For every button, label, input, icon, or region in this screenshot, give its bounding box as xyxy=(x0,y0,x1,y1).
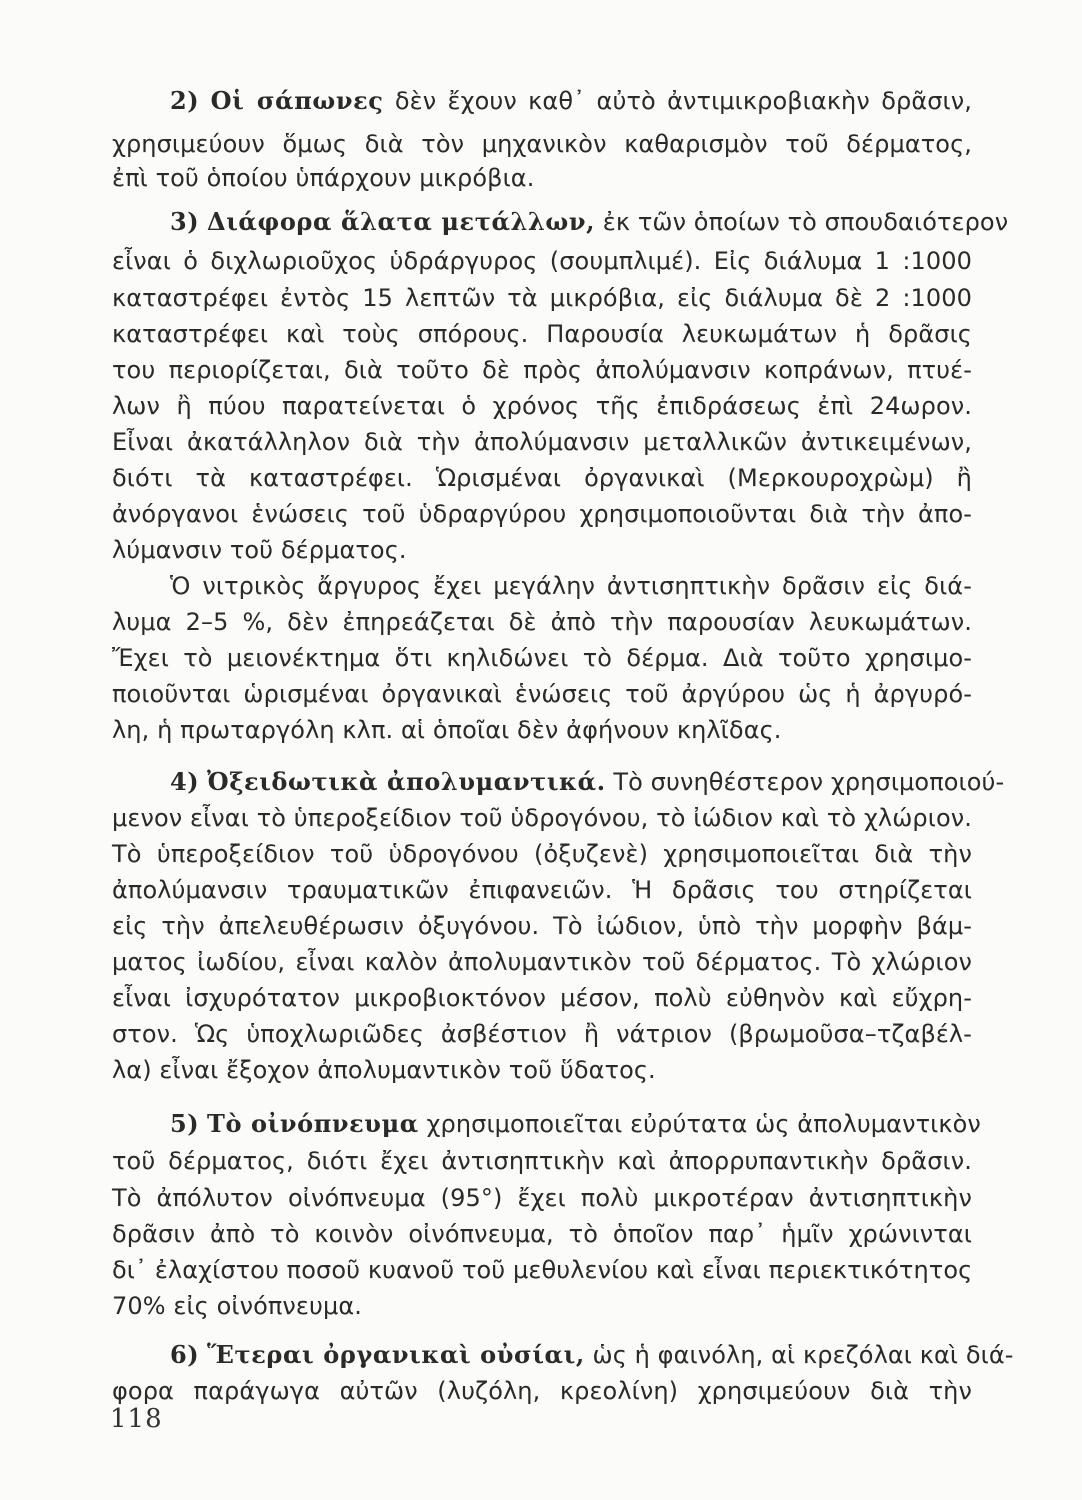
paragraph-5-line-2: τοῦ δέρματος, διότι ἔχει ἀντισηπτικὴν καὶ ἀπορρυπαντικὴν δρᾶσιν. xyxy=(112,1147,972,1175)
paragraph-3-line-7: Εἶναι ἀκατάλληλον διὰ τὴν ἀπολύμανσιν μεταλλικῶν ἀντικειμένων, xyxy=(112,428,972,456)
paragraph-4-line-9: λα) εἶναι ἔξοχον ἀπολυμαντικὸν τοῦ ὕδατος. xyxy=(112,1056,656,1084)
paragraph-3b-line-4: ποιοῦνται ὡρισμέναι ὀργανικαὶ ἑνώσεις τοῦ ἀργύρου ὡς ἡ ἀργυρό- xyxy=(112,680,972,708)
item-heading: Διάφορα ἅλατα μετάλλων, xyxy=(207,207,596,236)
paragraph-3b-line-3: Ἔχει τὸ μειονέκτημα ὅτι κηλιδώνει τὸ δέρμα. Διὰ τοῦτο χρησιμο- xyxy=(112,644,972,672)
text-run: χρησιμοποιεῖται εὐρύτατα ὡς ἀπολυμαντικὸν xyxy=(426,1110,981,1138)
paragraph-5-line-6: 70% εἰς οἰνόπνευμα. xyxy=(112,1292,363,1320)
paragraph-4-line-7: εἶναι ἰσχυρότατον μικροβιοκτόνον μέσον, πολὺ εὐθηνὸν καὶ εὔχρη- xyxy=(112,984,972,1012)
item-heading: Ὀξειδωτικὰ ἀπολυμαντικά. xyxy=(207,767,606,796)
paragraph-3-line-9: ἀνόργανοι ἑνώσεις τοῦ ὑδραργύρου χρησιμοποιοῦνται διὰ τὴν ἀπο- xyxy=(112,500,972,528)
paragraph-4-line-3: Τὸ ὑπεροξείδιον τοῦ ὑδρογόνου (ὀξυζενὲ) χρησιμοποιεῖται διὰ τὴν xyxy=(112,840,972,868)
paragraph-3-line-1 xyxy=(170,207,1009,237)
paragraph-5-line-3: Τὸ ἀπόλυτον οἰνόπνευμα (95°) ἔχει πολὺ μικροτέραν ἀντισηπτικὴν xyxy=(112,1184,972,1212)
item-heading: Ἕτεραι ὀργανικαὶ οὐσίαι, xyxy=(207,1340,585,1369)
item-number: 3) xyxy=(170,207,200,236)
paragraph-3-line-5: του περιορίζεται, διὰ τοῦτο δὲ πρὸς ἀπολύμανσιν κοπράνων, πτυέ- xyxy=(112,356,972,384)
paragraph-5-line-4: δρᾶσιν ἀπὸ τὸ κοινὸν οἰνόπνευμα, τὸ ὁποῖον παρ᾽ ἡμῖν χρώνινται xyxy=(112,1220,972,1248)
text-run: Τὸ συνηθέστερον χρησιμοποιού- xyxy=(613,768,1005,796)
paragraph-3-line-10: λύμανσιν τοῦ δέρματος. xyxy=(112,536,407,564)
paragraph-2-line-1 xyxy=(170,86,972,116)
paragraph-4-line-2: μενον εἶναι τὸ ὑπεροξείδιον τοῦ ὑδρογόνου, τὸ ἰώδιον καὶ τὸ χλώριον. xyxy=(112,804,972,832)
text-run: ὡς ἡ φαινόλη, αἱ κρεζόλαι καὶ διά- xyxy=(592,1341,1014,1369)
paragraph-6-line-2: φορα παράγωγα αὐτῶν (λυζόλη, κρεολίνη) χρησιμεύουν διὰ τὴν xyxy=(112,1377,972,1405)
item-heading: Τὸ οἰνόπνευμα xyxy=(207,1109,419,1138)
item-number: 2) xyxy=(170,86,200,115)
paragraph-5-line-1 xyxy=(170,1109,981,1139)
item-number: 6) xyxy=(170,1340,200,1369)
paragraph-3-line-8: διότι τὰ καταστρέφει. Ὡρισμέναι ὀργανικαὶ (Μερκουροχρὼμ) ἢ xyxy=(112,464,972,492)
paragraph-3-line-4: καταστρέφει καὶ τοὺς σπόρους. Παρουσία λευκωμάτων ἡ δρᾶσις xyxy=(112,320,972,348)
paragraph-2-line-3: ἐπὶ τοῦ ὁποίου ὑπάρχουν μικρόβια. xyxy=(112,164,535,192)
paragraph-3b-line-2: λυμα 2–5 %, δὲν ἐπηρεάζεται δὲ ἀπὸ τὴν παρουσίαν λευκωμάτων. xyxy=(112,608,972,636)
paragraph-6-line-1 xyxy=(170,1340,1014,1370)
paragraph-4-line-1 xyxy=(170,767,1005,797)
page-number: 118 xyxy=(110,1404,163,1434)
item-heading: Οἱ σάπωνες xyxy=(210,86,384,115)
paragraph-3-line-6: λων ἢ πύου παρατείνεται ὁ χρόνος τῆς ἐπιδράσεως ἐπὶ 24ωρον. xyxy=(112,392,972,420)
item-number: 4) xyxy=(170,767,200,796)
item-number: 5) xyxy=(170,1109,200,1138)
paragraph-3-line-2: εἶναι ὁ διχλωριοῦχος ὑδράργυρος (σουμπλιμέ). Εἰς διάλυμα 1 :1000 xyxy=(112,247,972,275)
text-run: δὲν ἔχουν καθ᾽ αὐτὸ ἀντιμικροβιακὴν δρᾶσιν, xyxy=(394,87,973,115)
paragraph-4-line-8: στον. Ὡς ὑποχλωριῶδες ἀσβέστιον ἢ νάτριον (βρωμοῦσα–τζαβέλ- xyxy=(112,1020,972,1048)
paragraph-4-line-4: ἀπολύμανσιν τραυματικῶν ἐπιφανειῶν. Ἡ δρᾶσις του στηρίζεται xyxy=(112,876,972,904)
paragraph-2-line-2: χρησιμεύουν ὅμως διὰ τὸν μηχανικὸν καθαρισμὸν τοῦ δέρματος, xyxy=(112,130,972,158)
text-run: ἐκ τῶν ὁποίων τὸ σπουδαιότερον xyxy=(602,208,1009,236)
paragraph-3b-line-1: Ὁ νιτρικὸς ἄργυρος ἔχει μεγάλην ἀντισηπτικὴν δρᾶσιν εἰς διά- xyxy=(170,572,972,600)
paragraph-3-line-3: καταστρέφει ἐντὸς 15 λεπτῶν τὰ μικρόβια, εἰς διάλυμα δὲ 2 :1000 xyxy=(112,284,972,312)
paragraph-5-line-5: δι᾽ ἐλαχίστου ποσοῦ κυανοῦ τοῦ μεθυλενίου καὶ εἶναι περιεκτικότητος xyxy=(112,1256,973,1284)
paragraph-4-line-5: εἰς τὴν ἀπελευθέρωσιν ὀξυγόνου. Τὸ ἰώδιον, ὑπὸ τὴν μορφὴν βάμ- xyxy=(112,912,972,940)
paragraph-4-line-6: ματος ἰωδίου, εἶναι καλὸν ἀπολυμαντικὸν τοῦ δέρματος. Τὸ χλώριον xyxy=(112,948,972,976)
paragraph-3b-line-5: λη, ἡ πρωταργόλη κλπ. αἱ ὁποῖαι δὲν ἀφήνουν κηλῖδας. xyxy=(112,716,782,744)
